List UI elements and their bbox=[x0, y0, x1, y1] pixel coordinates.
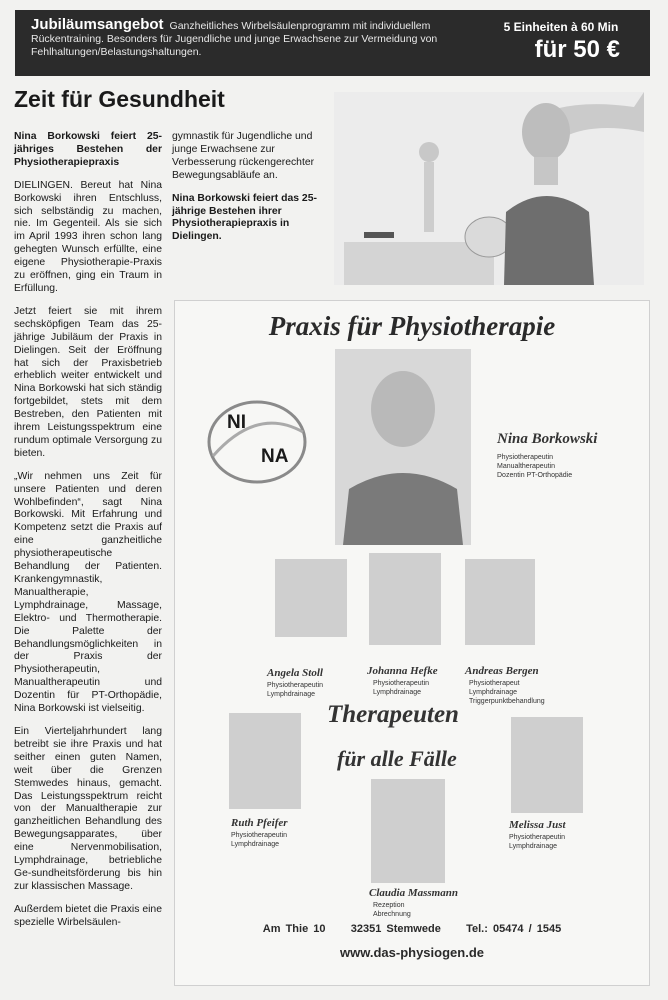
staff-roles-5 bbox=[509, 833, 565, 851]
tagline-therapists: Therapeuten bbox=[327, 701, 459, 728]
staff-portrait-5 bbox=[511, 717, 583, 813]
article-paragraph-5: Außerdem bietet die Praxis eine spezielle Wirbelsäulen- bbox=[14, 903, 162, 928]
staff-roles-6 bbox=[373, 901, 411, 919]
article-paragraph-1: DIELINGEN. Bereut hat Nina Borkowski ihren Entschluss, sich selbständig zu machen, nie. Im Gegenteil. Als sie sich im April 1993 ihren schon lang gehegten Wunsch erfüllte, eine eigene Physiotherapie-Praxis zu eröffnen, ging ein Traum in Erfüllung. bbox=[14, 179, 162, 294]
staff-portrait-6 bbox=[371, 779, 445, 883]
article-paragraph-4: Ein Vierteljahrhundert lang betreibt sie ihre Praxis und hat seither einen guten Namen, weit über die Grenzen Stemwedes hinaus, gemacht. Das Leistungsspektrum reicht von der Manualtherapie zur ganzheitlichen Behandlung des Bewegungsapparates, über eine Nervenmobilisation, Lymphdrainage, betriebliche Ge-sundheitsförderung bis hin zur klassischen Massage. bbox=[14, 725, 162, 892]
staff-role: Lymphdrainage bbox=[231, 841, 279, 848]
article-column-1 bbox=[14, 131, 162, 940]
logo-swoosh-icon bbox=[205, 396, 309, 488]
article-summary: Nina Borkowski feiert das 25-jährige Bestehen ihrer Physiotherapiepraxis in Dielingen. bbox=[172, 192, 317, 243]
staff-role: Lymphdrainage bbox=[469, 689, 517, 696]
address-phone: Tel.: 05474 / 1545 bbox=[466, 923, 562, 935]
article-paragraph-2: Jetzt feiert sie mit ihrem sechsköpfigen Team das 25-jährige Jubiläum der Praxis in Dielingen. Seit der Eröffnung hat sich der Praxisbetrieb erheblich weiter entwickelt und Nina Borkowski hat sich ständig fortgebildet, stets mit dem Bestreben, den Patienten mit ihrem Leistungsspektrum eine rundum optimale Versorgung zu bieten. bbox=[14, 305, 162, 459]
staff-roles-3 bbox=[469, 679, 545, 706]
staff-name-3: Andreas Bergen bbox=[465, 665, 539, 677]
staff-portrait-4 bbox=[229, 713, 301, 809]
staff-role: Lymphdrainage bbox=[509, 843, 557, 850]
staff-role: Physiotherapeutin bbox=[231, 832, 288, 839]
therapist-photo-illustration bbox=[334, 92, 644, 285]
staff-roles-4 bbox=[231, 831, 287, 849]
staff-roles-2 bbox=[373, 679, 429, 697]
main-portrait bbox=[335, 349, 471, 545]
staff-name-6: Claudia Massmann bbox=[369, 887, 458, 899]
ad-title: Praxis für Physiotherapie bbox=[268, 311, 556, 341]
staff-role: Lymphdrainage bbox=[267, 691, 315, 698]
article-headline: Zeit für Gesundheit bbox=[14, 86, 225, 112]
banner-price: für 50 € bbox=[534, 36, 620, 63]
main-role-2: Manualtherapeutin bbox=[497, 463, 555, 470]
main-role-1: Physiotherapeutin bbox=[497, 454, 554, 461]
article-column-2 bbox=[172, 131, 322, 254]
main-roles bbox=[497, 453, 572, 480]
staff-portrait-2 bbox=[369, 553, 441, 645]
staff-role: Physiotherapeutin bbox=[373, 680, 430, 687]
staff-portrait-3 bbox=[465, 559, 535, 645]
staff-role: Physiotherapeut bbox=[469, 680, 520, 687]
banner-description: Ganzheitliches Wirbelsäulenprogramm mit individuellem Rückentraining. Besonders für Jugendliche und junge Erwachsene zur Vermeidung von Fehlhaltungen/Belastungshaltungen. bbox=[31, 20, 438, 58]
therapist-photo bbox=[334, 92, 644, 285]
article-paragraph-3: „Wir nehmen uns Zeit für unsere Patienten und deren Wohlbefinden“, sagt Nina Borkowski. Mit Erfahrung und Kompetenz setzt die Praxis auf eine ganzheitliche physiotherapeutische Behandlung der Patienten. Krankengymnastik, Manualtherapie, Lymphdrainage, Massage, Elektro- und Thermotherapie. Die Palette der Behandlungsmöglichkeiten in der Praxis der Physiotherapeutin, Manualtherapeutin und Dozentin für PT-Orthopädie, Nina Borkowski ist vielseitig. bbox=[14, 470, 162, 715]
banner-units: 5 Einheiten à 60 Min bbox=[503, 20, 619, 34]
main-name: Nina Borkowski bbox=[497, 431, 598, 447]
staff-role: Physiotherapeutin bbox=[267, 682, 324, 689]
staff-role: Rezeption bbox=[373, 902, 405, 909]
staff-name-1: Angela Stoll bbox=[267, 667, 323, 679]
address-city: 32351 Stemwede bbox=[350, 923, 441, 935]
staff-role: Abrechnung bbox=[373, 911, 411, 918]
staff-name-5: Melissa Just bbox=[509, 819, 566, 831]
banner-title: Jubiläumsangebot bbox=[31, 16, 164, 33]
staff-roles-1 bbox=[267, 681, 323, 699]
article-lead: Nina Borkowski feiert 25-jähriges Bestehen der Physiotherapiepraxis bbox=[14, 131, 162, 168]
banner-text-block bbox=[31, 18, 491, 59]
practice-advertisement bbox=[174, 300, 650, 986]
staff-name-4: Ruth Pfeifer bbox=[231, 817, 288, 829]
article-paragraph-6: gymnastik für Jugendliche und junge Erwachsene zur Verbesserung rückengerechter Bewegungsabläufe an. bbox=[172, 131, 315, 181]
staff-name-2: Johanna Hefke bbox=[367, 665, 438, 677]
staff-role: Physiotherapeutin bbox=[509, 834, 566, 841]
address-street: Am Thie 10 bbox=[262, 923, 326, 935]
staff-portrait-1 bbox=[275, 559, 347, 637]
practice-logo bbox=[205, 396, 309, 488]
logo-text-bottom: NA bbox=[261, 446, 289, 467]
logo-text-top: NI bbox=[227, 412, 246, 433]
tagline-all-cases: für alle Fälle bbox=[337, 746, 457, 771]
practice-website: www.das-physiogen.de bbox=[340, 945, 484, 960]
portrait-silhouette-icon bbox=[335, 349, 471, 545]
staff-role: Triggerpunktbehandlung bbox=[469, 698, 545, 705]
offer-banner bbox=[15, 10, 650, 76]
staff-role: Lymphdrainage bbox=[373, 689, 421, 696]
practice-address bbox=[175, 923, 649, 935]
main-role-3: Dozentin PT-Orthopädie bbox=[497, 472, 573, 479]
